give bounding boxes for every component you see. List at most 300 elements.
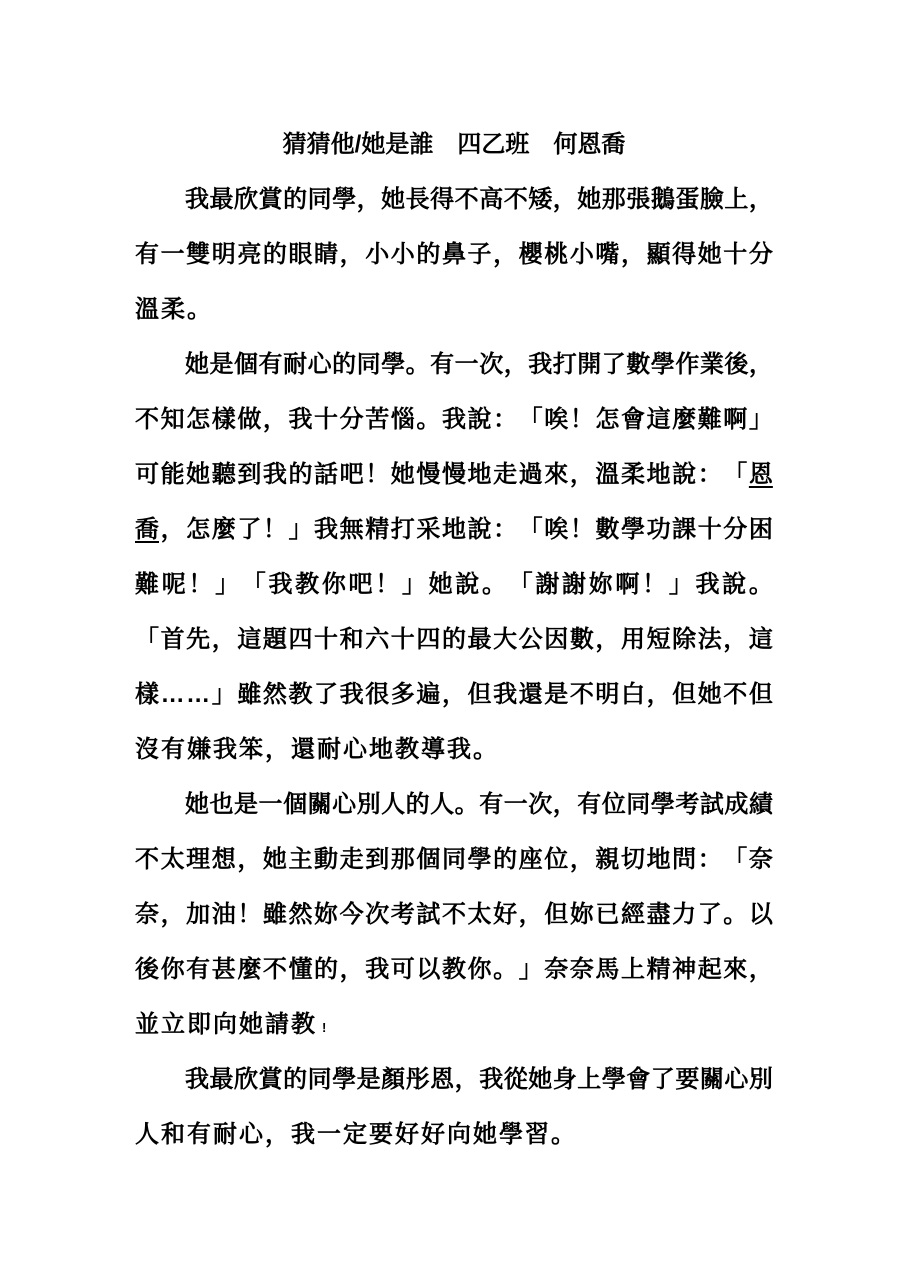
character: 和 xyxy=(339,626,364,653)
character: 題 xyxy=(262,626,287,653)
character: 張 xyxy=(626,186,651,213)
character: 睛 xyxy=(314,241,339,268)
character: 欣 xyxy=(234,186,259,213)
character: 法 xyxy=(697,626,722,653)
character: 走 xyxy=(493,461,518,488)
character: 惱 xyxy=(390,406,415,433)
character: 分 xyxy=(748,241,773,268)
character: 麼 xyxy=(211,516,236,543)
character: 上 xyxy=(724,186,749,213)
text-line xyxy=(135,997,773,1052)
character: 苦 xyxy=(365,406,390,433)
character: 除 xyxy=(672,626,697,653)
character: 長 xyxy=(405,186,430,213)
character: 績 xyxy=(748,791,773,818)
character: 精 xyxy=(365,516,390,543)
character: 過 xyxy=(518,461,543,488)
character: 太 xyxy=(467,901,492,928)
character: 雖 xyxy=(262,901,287,928)
character: 她 xyxy=(528,1066,553,1093)
character: 我 xyxy=(479,1066,504,1093)
character: ， xyxy=(569,846,594,873)
character: 但 xyxy=(672,681,697,708)
character: 顯 xyxy=(646,241,671,268)
character: 成 xyxy=(724,791,749,818)
character: 次 xyxy=(479,351,504,378)
character: 學 xyxy=(650,351,675,378)
character: 慢 xyxy=(416,461,441,488)
character: 的 xyxy=(283,1066,308,1093)
character: ： xyxy=(697,461,722,488)
character: 啊 xyxy=(615,571,640,598)
character: 個 xyxy=(234,351,259,378)
character: 小 xyxy=(569,241,594,268)
character: 太 xyxy=(160,846,185,873)
character: 以 xyxy=(748,901,773,928)
text-line xyxy=(135,722,773,777)
character: 」 xyxy=(668,571,693,598)
character: 她 xyxy=(390,461,415,488)
character: 課 xyxy=(672,516,697,543)
character: 十 xyxy=(723,241,748,268)
character: 小 xyxy=(390,241,415,268)
character: 溫 xyxy=(595,461,620,488)
character: 她 xyxy=(262,846,287,873)
character: ， xyxy=(493,241,518,268)
character: 一 xyxy=(160,241,185,268)
character: 個 xyxy=(416,846,441,873)
character: 鼻 xyxy=(441,241,466,268)
character: 妳 xyxy=(588,571,613,598)
character: 公 xyxy=(518,626,543,653)
character: ， xyxy=(552,791,577,818)
character: 四 xyxy=(288,626,313,653)
character: 數 xyxy=(595,516,620,543)
character: ， xyxy=(339,956,364,983)
character: ， xyxy=(748,186,773,213)
character: 十 xyxy=(314,406,339,433)
character: 我 xyxy=(441,406,466,433)
character: 你 xyxy=(467,956,492,983)
character: 那 xyxy=(601,186,626,213)
character: 最 xyxy=(209,1066,234,1093)
character: 來 xyxy=(544,461,569,488)
text-line xyxy=(135,1107,773,1162)
character: 怎 xyxy=(595,406,620,433)
document-body xyxy=(135,172,773,1162)
character: 然 xyxy=(288,901,313,928)
character: 學 xyxy=(650,791,675,818)
character: 個 xyxy=(283,791,308,818)
character: ， xyxy=(339,241,364,268)
document-content xyxy=(135,117,773,1162)
character: 業 xyxy=(699,351,724,378)
character: 人 xyxy=(430,791,455,818)
character: 有 xyxy=(135,241,159,268)
character: 我 xyxy=(493,681,518,708)
character: 但 xyxy=(544,901,569,928)
character: 學 xyxy=(601,1066,626,1093)
character: ， xyxy=(356,186,381,213)
character: 。 xyxy=(748,571,773,598)
character: 同 xyxy=(356,351,381,378)
character: 我 xyxy=(185,186,209,213)
character: 我 xyxy=(695,571,720,598)
text-segment: 溫柔。 xyxy=(135,296,213,323)
character: 恩 xyxy=(430,1066,455,1093)
character: 」 xyxy=(401,571,426,598)
character: 上 xyxy=(620,956,645,983)
character: 怎 xyxy=(186,406,211,433)
character: 矮 xyxy=(528,186,553,213)
character: ！ xyxy=(375,571,400,598)
character: 奈 xyxy=(544,956,569,983)
character: 我 xyxy=(365,956,390,983)
character: 甚 xyxy=(211,956,236,983)
character: 「 xyxy=(135,626,159,653)
character: 。 xyxy=(481,571,506,598)
character: 。 xyxy=(493,956,518,983)
character: 打 xyxy=(390,516,415,543)
character: 因 xyxy=(544,626,569,653)
text-line xyxy=(135,667,773,722)
character: 一 xyxy=(503,791,528,818)
character: 學 xyxy=(332,186,357,213)
character: 先 xyxy=(186,626,211,653)
character: ， xyxy=(503,351,528,378)
character: 地 xyxy=(646,846,671,873)
character: … xyxy=(160,681,185,708)
character: ， xyxy=(237,846,262,873)
text-line xyxy=(135,1052,773,1107)
character: 我 xyxy=(185,1066,209,1093)
character: 說 xyxy=(672,461,697,488)
character: 了 xyxy=(237,516,262,543)
character: 她 xyxy=(697,241,722,268)
character: 」 xyxy=(288,516,313,543)
character: 最 xyxy=(209,186,234,213)
text-line xyxy=(135,832,773,887)
character: 彤 xyxy=(405,1066,430,1093)
character: 鵝 xyxy=(650,186,675,213)
character: 動 xyxy=(314,846,339,873)
character: 可 xyxy=(135,461,159,488)
character: 唉 xyxy=(544,516,569,543)
character: 人 xyxy=(381,791,406,818)
character: 是 xyxy=(544,681,569,708)
character: ： xyxy=(493,516,518,543)
character: ！ xyxy=(188,571,213,598)
character: 學 xyxy=(332,1066,357,1093)
character: 這 xyxy=(237,626,262,653)
character: 首 xyxy=(160,626,185,653)
character: 采 xyxy=(416,516,441,543)
character: 難 xyxy=(135,571,159,598)
character: 教 xyxy=(441,956,466,983)
character: 上 xyxy=(577,1066,602,1093)
character: 話 xyxy=(314,461,339,488)
character: ！ xyxy=(569,406,594,433)
character: 亮 xyxy=(237,241,262,268)
text-segment: 沒有嫌我笨，還耐心地教導我。 xyxy=(135,736,499,763)
character: 顏 xyxy=(381,1066,406,1093)
character: 不 xyxy=(569,681,594,708)
text-segment: ! xyxy=(322,1020,329,1035)
character: 奈 xyxy=(135,901,159,928)
character: 她 xyxy=(185,791,209,818)
underlined-character: 恩 xyxy=(748,461,773,488)
character: 妳 xyxy=(569,901,594,928)
character: 小 xyxy=(365,241,390,268)
character: 但 xyxy=(748,681,773,708)
character: 怎 xyxy=(186,516,211,543)
character: 大 xyxy=(493,626,518,653)
character: 奈 xyxy=(569,956,594,983)
character: 呢 xyxy=(161,571,186,598)
character: 十 xyxy=(390,626,415,653)
character: ， xyxy=(160,516,185,543)
character: 謝 xyxy=(535,571,560,598)
character: 妳 xyxy=(314,901,339,928)
character: 四 xyxy=(416,626,441,653)
character: 困 xyxy=(748,516,773,543)
character: 一 xyxy=(258,791,283,818)
text-line xyxy=(135,557,773,612)
character: ， xyxy=(441,681,466,708)
character: 我 xyxy=(262,461,287,488)
character: 有 xyxy=(577,791,602,818)
character: 「 xyxy=(723,461,748,488)
character: 柔 xyxy=(620,461,645,488)
character: 做 xyxy=(237,406,262,433)
character: 不 xyxy=(135,406,159,433)
character: 高 xyxy=(479,186,504,213)
character: 的 xyxy=(332,351,357,378)
character: 同 xyxy=(307,186,332,213)
character: 想 xyxy=(211,846,236,873)
character: 好 xyxy=(493,901,518,928)
character: 心 xyxy=(724,1066,749,1093)
text-segment: 並立即向她請教 xyxy=(135,1011,317,1038)
character: 啊 xyxy=(723,406,748,433)
character: 同 xyxy=(441,846,466,873)
character: 到 xyxy=(365,846,390,873)
character: 今 xyxy=(339,901,364,928)
character: 說 xyxy=(722,571,747,598)
character: 可 xyxy=(390,956,415,983)
character: 唉 xyxy=(544,406,569,433)
character: 數 xyxy=(626,351,651,378)
character: 盡 xyxy=(646,901,671,928)
character: ， xyxy=(620,241,645,268)
document-title: 猜猜他/她是誰 四乙班 何恩喬 xyxy=(282,131,626,158)
character: 十 xyxy=(697,516,722,543)
character: 她 xyxy=(577,186,602,213)
character: 後 xyxy=(135,956,159,983)
character: 蛋 xyxy=(675,186,700,213)
character: 會 xyxy=(620,406,645,433)
character: 主 xyxy=(288,846,313,873)
character: 然 xyxy=(262,681,287,708)
character: 功 xyxy=(646,516,671,543)
character: 心 xyxy=(332,791,357,818)
character: 。 xyxy=(405,351,430,378)
character: 說 xyxy=(467,516,492,543)
character: 了 xyxy=(697,901,722,928)
character: 關 xyxy=(699,1066,724,1093)
character: 的 xyxy=(283,186,308,213)
character: ！ xyxy=(365,461,390,488)
character: 理 xyxy=(186,846,211,873)
character: ： xyxy=(697,846,722,873)
character: 嘴 xyxy=(595,241,620,268)
character: 聽 xyxy=(211,461,236,488)
character: 的 xyxy=(314,956,339,983)
text-line xyxy=(135,447,773,502)
character: 。 xyxy=(454,791,479,818)
text-line xyxy=(135,942,773,997)
character: 奈 xyxy=(748,846,773,873)
character: 慢 xyxy=(441,461,466,488)
character: 吧 xyxy=(339,461,364,488)
character: 切 xyxy=(620,846,645,873)
character: 雙 xyxy=(186,241,211,268)
character: 從 xyxy=(503,1066,528,1093)
character: 學 xyxy=(381,351,406,378)
character: 作 xyxy=(675,351,700,378)
character: 欣 xyxy=(234,1066,259,1093)
character: 那 xyxy=(390,846,415,873)
character: 的 xyxy=(405,791,430,818)
character: 地 xyxy=(646,461,671,488)
character: 麼 xyxy=(672,406,697,433)
character: 分 xyxy=(339,406,364,433)
character: 臉 xyxy=(699,186,724,213)
character: 還 xyxy=(518,681,543,708)
character: 數 xyxy=(569,626,594,653)
character: 知 xyxy=(160,406,185,433)
character: 座 xyxy=(518,846,543,873)
character: 別 xyxy=(356,791,381,818)
character: 教 xyxy=(288,681,313,708)
character: 精 xyxy=(646,956,671,983)
character: ， xyxy=(595,626,620,653)
character: 不 xyxy=(723,681,748,708)
character: 是 xyxy=(234,791,259,818)
character: 。 xyxy=(723,901,748,928)
character: 多 xyxy=(390,681,415,708)
character: 已 xyxy=(595,901,620,928)
character: 她 xyxy=(185,351,209,378)
character: 了 xyxy=(314,681,339,708)
underlined-character: 喬 xyxy=(135,516,159,543)
character: 身 xyxy=(552,1066,577,1093)
character: 很 xyxy=(365,681,390,708)
character: 親 xyxy=(595,846,620,873)
character: 學 xyxy=(467,846,492,873)
character: ， xyxy=(748,351,773,378)
character: ， xyxy=(646,681,671,708)
character: ， xyxy=(160,901,185,928)
character: 白 xyxy=(620,681,645,708)
character: 吧 xyxy=(348,571,373,598)
character: 「 xyxy=(241,571,266,598)
character: 一 xyxy=(454,351,479,378)
character: 以 xyxy=(416,956,441,983)
text-line xyxy=(135,887,773,942)
character: 明 xyxy=(211,241,236,268)
character: 麼 xyxy=(237,956,262,983)
character: 不 xyxy=(262,956,287,983)
character: 賞 xyxy=(258,1066,283,1093)
character: ， xyxy=(569,461,594,488)
character: 「 xyxy=(518,406,543,433)
character: 來 xyxy=(723,956,748,983)
character: 有 xyxy=(186,956,211,983)
character: 神 xyxy=(672,956,697,983)
character: 有 xyxy=(479,791,504,818)
character: 遍 xyxy=(416,681,441,708)
character: 「 xyxy=(518,516,543,543)
character: 不 xyxy=(441,901,466,928)
character: 最 xyxy=(467,626,492,653)
character: 得 xyxy=(430,186,455,213)
character: 學 xyxy=(620,516,645,543)
character: ： xyxy=(493,406,518,433)
character: 她 xyxy=(697,681,722,708)
character: 試 xyxy=(416,901,441,928)
character: 「 xyxy=(508,571,533,598)
character: 樣 xyxy=(135,681,159,708)
character: 雖 xyxy=(237,681,262,708)
character: 心 xyxy=(307,351,332,378)
character: 說 xyxy=(455,571,480,598)
character: ！ xyxy=(642,571,667,598)
text-line xyxy=(135,612,773,667)
character: … xyxy=(186,681,211,708)
character: 十 xyxy=(314,626,339,653)
character: 的 xyxy=(416,241,441,268)
character: 」 xyxy=(215,571,240,598)
character: 會 xyxy=(626,1066,651,1093)
character: 不 xyxy=(135,846,159,873)
character: 同 xyxy=(307,1066,332,1093)
character: 子 xyxy=(467,241,492,268)
character: 眼 xyxy=(288,241,313,268)
character: 謝 xyxy=(562,571,586,598)
character: 地 xyxy=(441,516,466,543)
text-line xyxy=(135,337,773,392)
character: 我 xyxy=(268,571,293,598)
character: 油 xyxy=(211,901,236,928)
character: 「 xyxy=(723,846,748,873)
character: 教 xyxy=(295,571,320,598)
character: 考 xyxy=(675,791,700,818)
character: 次 xyxy=(528,791,553,818)
character: 她 xyxy=(428,571,453,598)
character: ， xyxy=(723,626,748,653)
character: 你 xyxy=(160,956,185,983)
character: 無 xyxy=(339,516,364,543)
character: 能 xyxy=(160,461,185,488)
character: 桃 xyxy=(544,241,569,268)
character: 走 xyxy=(339,846,364,873)
character: 說 xyxy=(467,406,492,433)
character: 不 xyxy=(503,186,528,213)
character: 起 xyxy=(697,956,722,983)
character: 這 xyxy=(748,626,773,653)
character: 但 xyxy=(467,681,492,708)
